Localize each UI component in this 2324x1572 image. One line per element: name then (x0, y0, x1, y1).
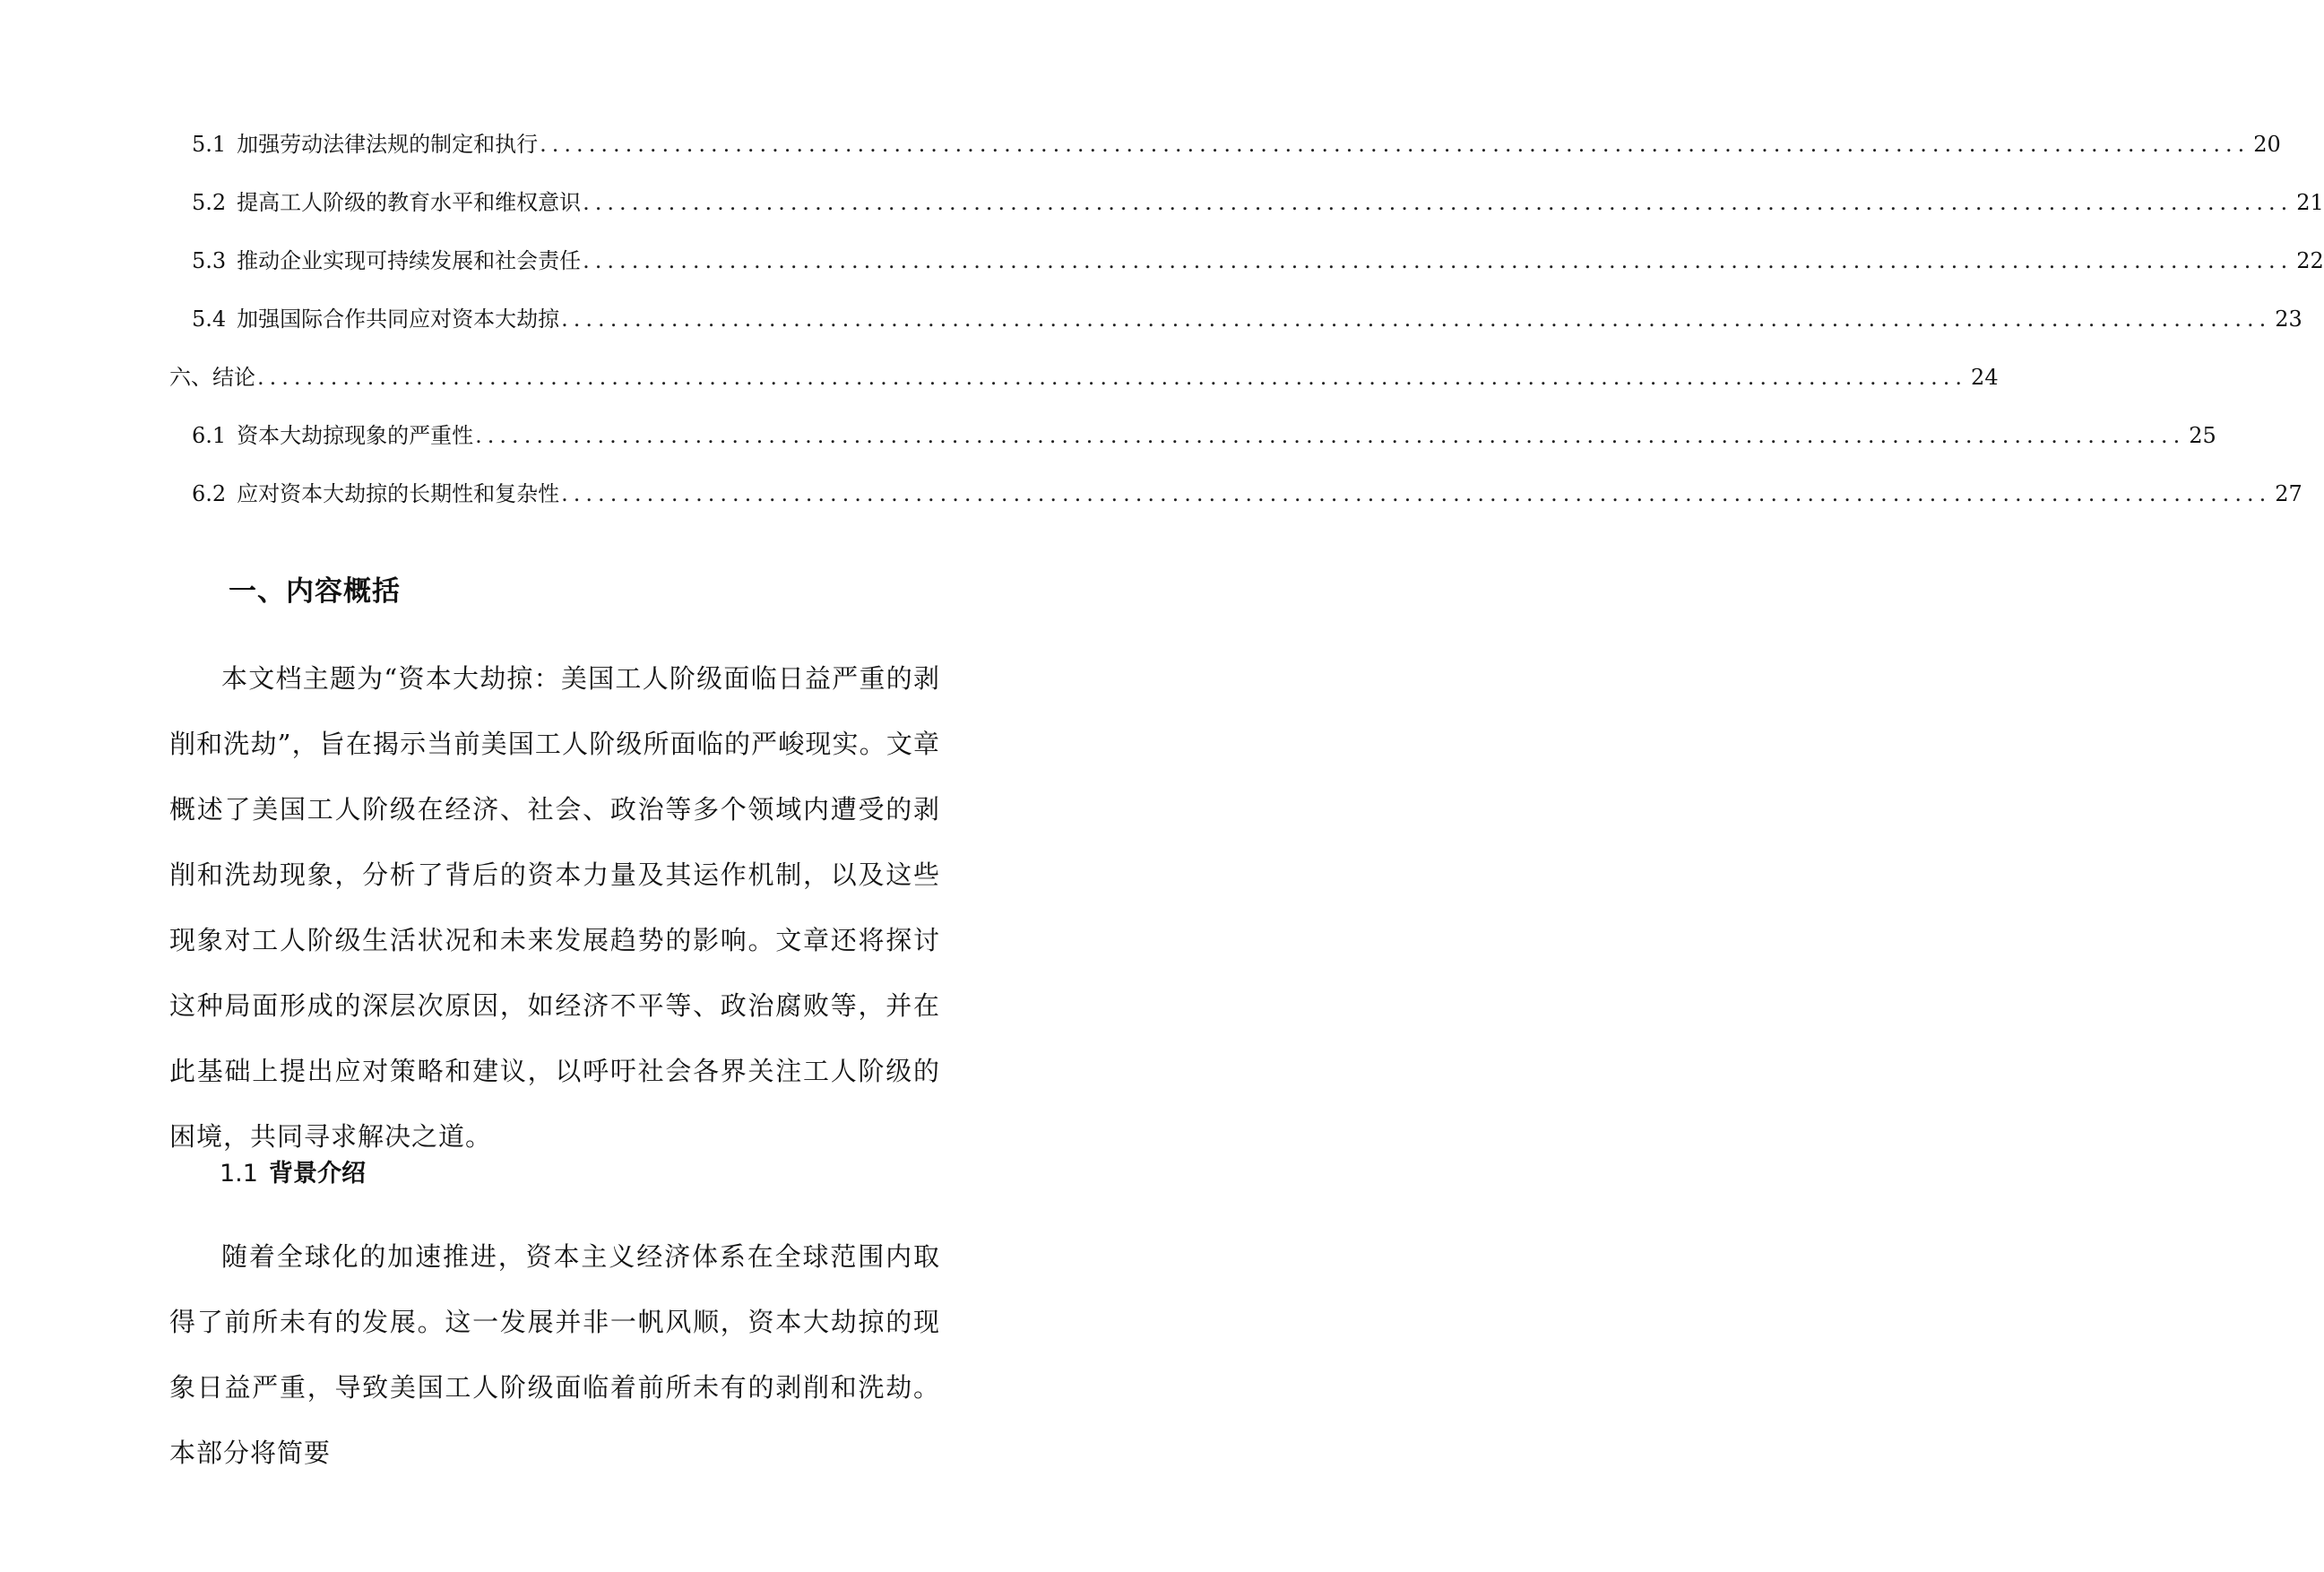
toc-entry[interactable] (169, 480, 2302, 539)
toc-entry-number: 5.4 (192, 307, 227, 332)
subsection-heading (220, 1158, 366, 1190)
toc-dot-leader (583, 247, 2293, 274)
toc-entry-page: 20 (2253, 132, 2281, 157)
toc-entry-title: 加强国际合作共同应对资本大劫掠 (237, 307, 560, 332)
toc-dot-leader (257, 364, 1967, 391)
toc-entry-title: 推动企业实现可持续发展和社会责任 (237, 248, 582, 273)
toc-entry-title: 六、结论 (169, 365, 255, 390)
toc-entry-title: 应对资本大劫掠的长期性和复杂性 (237, 481, 560, 506)
toc-entry[interactable] (169, 247, 2324, 306)
toc-entry[interactable] (169, 422, 2216, 480)
toc-dot-leader (561, 306, 2271, 333)
toc-entry-number: 5.2 (192, 190, 227, 215)
toc-entry-number: 6.2 (192, 481, 227, 506)
toc-entry[interactable] (169, 306, 2302, 364)
toc-entry-title: 加强劳动法律法规的制定和执行 (237, 132, 539, 157)
toc-entry-number: 6.1 (192, 423, 227, 448)
toc-entry-page: 22 (2296, 248, 2324, 273)
toc-dot-leader (561, 480, 2271, 507)
toc-entry-page: 27 (2275, 481, 2302, 506)
toc-dot-leader (583, 189, 2293, 216)
toc-entry[interactable] (169, 189, 2324, 247)
section-heading: 一、内容概括 (229, 575, 401, 608)
body-paragraph: 随着全球化的加速推进，资本主义经济体系在全球范围内取得了前所未有的发展。这一发展并非一帆风顺，资本大劫掠的现象日益严重，导致美国工人阶级面临着前所未有的剥削和洗劫。本部分将简要 (169, 1241, 940, 1468)
toc-entry-page: 21 (2296, 190, 2324, 215)
toc-entry-page: 23 (2275, 307, 2302, 332)
toc-entry-page: 24 (1971, 365, 1999, 390)
subsection-number: 1.1 (220, 1160, 258, 1188)
toc-entry-page: 25 (2189, 423, 2216, 448)
toc-entry-title: 提高工人阶级的教育水平和维权意识 (237, 190, 582, 215)
toc-dot-leader (540, 131, 2250, 158)
toc-entry[interactable] (169, 131, 2281, 189)
toc-entry-number: 5.1 (192, 132, 227, 157)
toc-entry-title: 资本大劫掠现象的严重性 (237, 423, 474, 448)
toc-dot-leader (475, 422, 2185, 449)
table-of-contents (169, 131, 2324, 539)
toc-entry-number: 5.3 (192, 248, 227, 273)
toc-entry-chapter[interactable] (169, 364, 1999, 422)
body-paragraph: 本文档主题为“资本大劫掠：美国工人阶级面临日益严重的剥削和洗劫”，旨在揭示当前美国工人阶级所面临的严峻现实。文章概述了美国工人阶级在经济、社会、政治等多个领域内遭受的剥削和洗劫现象，分析了背后的资本力量及其运作机制，以及这些现象对工人阶级生活状况和未来发展趋势的影响。文章还将探讨这种局面形成的深层次原因，如经济不平等、政治腐败等，并在此基础上提出应对策略和建议，以呼吁社会各界关注工人阶级的困境，共同寻求解决之道。 (169, 663, 940, 1152)
subsection-title: 背景介绍 (268, 1160, 366, 1188)
